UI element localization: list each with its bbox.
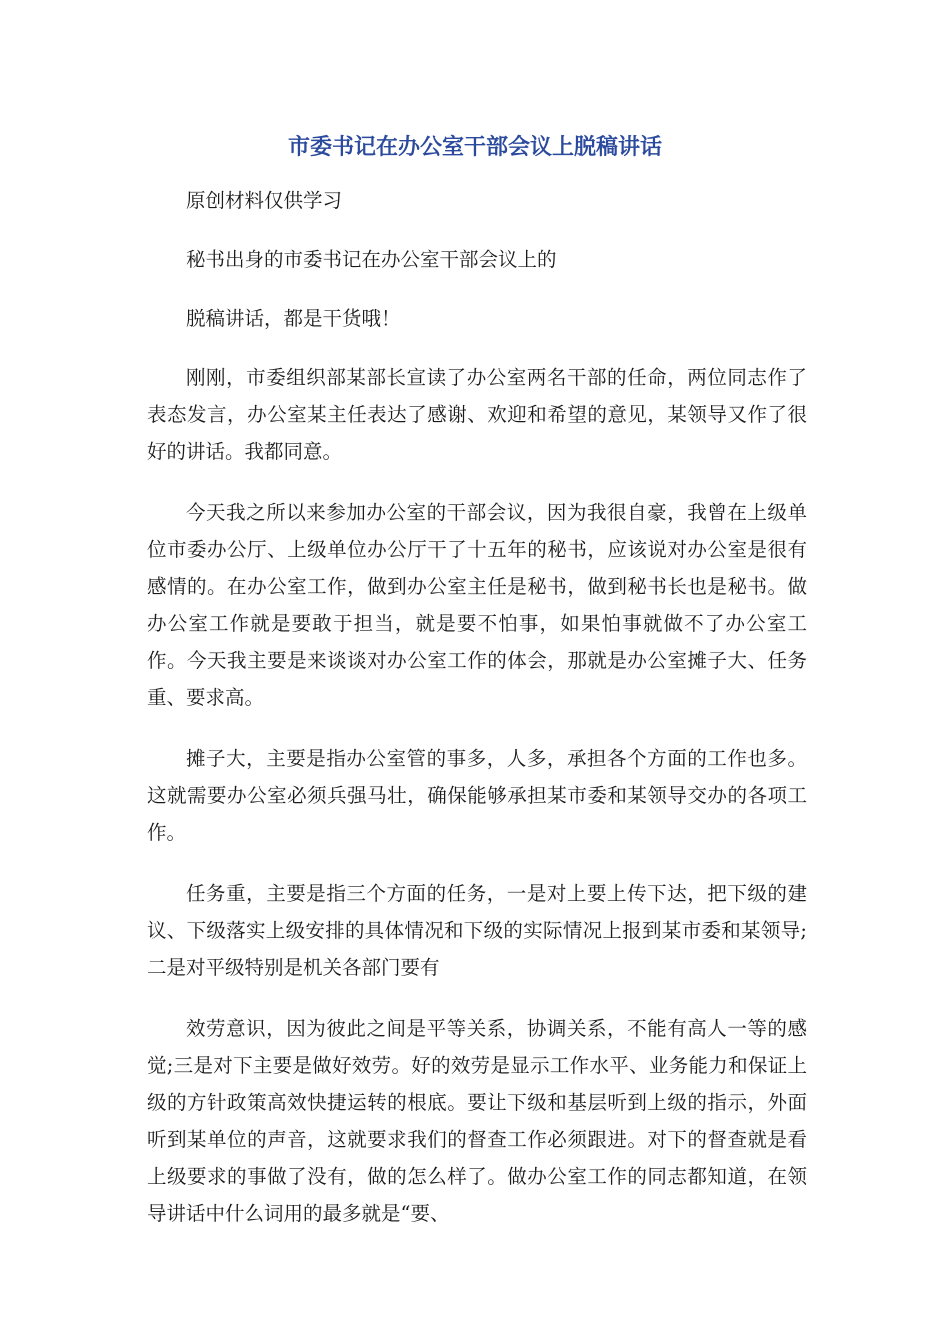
paragraph-scope: 摊子大，主要是指办公室管的事多，人多，承担各个方面的工作也多。这就需要办公室必须兵强马壮，确保能够承担某市委和某领导交办的各项工作。	[147, 747, 807, 844]
document-title: 市委书记在办公室干部会议上脱稿讲话	[287, 135, 662, 160]
paragraph-subtitle-line-2: 脱稿讲话，都是干货哦！	[186, 307, 401, 330]
document-body	[147, 182, 807, 1256]
paragraph-opening: 刚刚，市委组织部某部长宣读了办公室两名干部的任命，两位同志作了表态发言，办公室某主任表达了感谢、欢迎和希望的意见，某领导又作了很好的讲话。我都同意。	[147, 366, 807, 463]
paragraph-subtitle-line-1: 秘书出身的市委书记在办公室干部会议上的	[186, 248, 557, 271]
paragraph-tasks: 任务重，主要是指三个方面的任务，一是对上要上传下达，把下级的建议、下级落实上级安排的具体情况和下级的实际情况上报到某市委和某领导;二是对平级特别是机关各部门要有	[147, 882, 807, 979]
paragraph-background: 今天我之所以来参加办公室的干部会议，因为我很自豪，我曾在上级单位市委办公厅、上级单位办公厅干了十五年的秘书，应该说对办公室是很有感情的。在办公室工作，做到办公室主任是秘书，做到秘书长也是秘书。做办公室工作就是要敢于担当，就是要不怕事，如果怕事就做不了办公室工作。今天我主要是来谈谈对办公室工作的体会，那就是办公室摊子大、任务重、要求高。	[147, 501, 807, 709]
paragraph-disclaimer: 原创材料仅供学习	[186, 189, 343, 212]
paragraph-service: 效劳意识，因为彼此之间是平等关系，协调关系，不能有高人一等的感觉;三是对下主要是做好效劳。好的效劳是显示工作水平、业务能力和保证上级的方针政策高效快捷运转的根底。要让下级和基层听到上级的指示，外面听到某单位的声音，这就要求我们的督查工作必须跟进。对下的督查就是看上级要求的事做了没有，做的怎么样了。做办公室工作的同志都知道，在领导讲话中什么词用的最多就是“要、	[147, 1017, 807, 1225]
